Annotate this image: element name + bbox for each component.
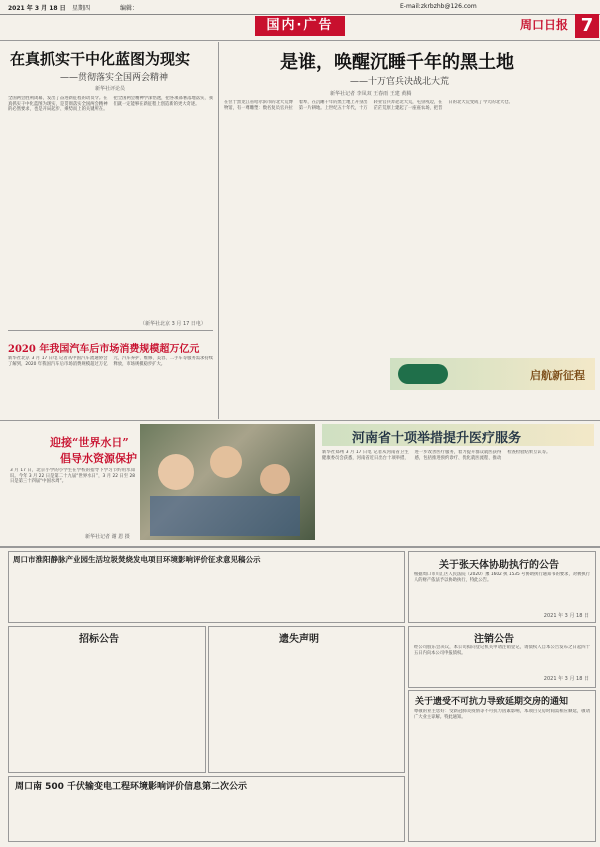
article4-title: 迎接“世界水日” <box>50 436 129 449</box>
uniforms-shape <box>150 496 300 536</box>
editor-label: 编辑： <box>120 5 139 12</box>
notice-title: 关于张天体协助执行的公告 <box>439 560 559 571</box>
article1-footer: （新华社北京 3 月 17 日电） <box>140 321 206 327</box>
article2-body: 在位于黑龙江省哈尔滨市的北大荒博物馆，有一尊雕塑：数名复员官兵拉着犁，在沉睡千年的黑土地上开垦出第一片耕地。上世纪五十年代，十万转业官兵奔赴北大荒，屯垦戍边，在茫茫荒原上建起了一座座农场，把昔日的北大荒变成了今天的北大仓。 <box>224 100 513 111</box>
notice-env-impact-1 <box>8 551 405 623</box>
notice-date: 2021 年 3 月 18 日 <box>543 676 589 682</box>
top-info-bar <box>0 0 600 15</box>
notice-body <box>14 645 200 767</box>
notice-title: 关于遗受不可抗力导致延期交房的通知 <box>415 697 569 707</box>
notice-body: 根据周口市川汇区人民法院（2020）豫 1602 执 1535 号协助执行通知书的要求，对被执行人的财产依法予以协助执行，特此公告。 <box>414 572 590 583</box>
article5-title: 河南省十项举措提升医疗服务 <box>352 431 522 446</box>
notice-delivery-delay <box>408 690 596 842</box>
article4-credit: 新华社记者 谢 恩 摄 <box>85 534 130 540</box>
notice-body <box>214 645 399 767</box>
email-text: E-mail:zkrbzhb@126.com <box>400 3 477 10</box>
article1-title: 在真抓实干中化蓝图为现实 <box>10 50 191 68</box>
article3-title: 2020 年我国汽车后市场消费规模超万亿元 <box>8 344 200 355</box>
issue-date: 2021 年 3 月 18 日 <box>8 5 66 12</box>
child-face-icon <box>210 446 242 478</box>
notice-body <box>13 566 398 618</box>
notice-title: 周口南 500 千伏输变电工程环境影响评价信息第二次公示 <box>15 782 248 792</box>
section-title: 国内·广告 <box>255 16 345 36</box>
child-face-icon <box>260 464 290 494</box>
article1-body: 全国两会胜利闭幕，发出了奋进新征程的动员令。在真抓实干中化蓝图为现实，是贯彻落实全国两会精神的必然要求，也是开局起步、乘势而上的关键所在。把全国两会精神学深悟透，把各项部署落地落实，我们就一定能够在新征程上创造新的更大奇迹。 <box>8 96 213 113</box>
banner-emblem-icon <box>398 364 448 384</box>
article2-byline: 新华社记者 李凤双 王春雨 王建 黄腾 <box>330 91 412 97</box>
campaign-banner <box>390 358 595 390</box>
divider <box>8 330 213 331</box>
article2-subtitle: ——十万官兵决战北大荒 <box>350 77 450 87</box>
notice-title: 周口市淮阳静脉产业园生活垃圾焚烧发电项目环境影响评价征求意见稿公示 <box>13 555 261 564</box>
notice-date: 2021 年 3 月 18 日 <box>543 613 589 619</box>
notice-body: 经公司股东会决议，本公司拟向登记机关申请注销登记，请债权人自本公告发布之日起四十五日内向本公司申报债权。 <box>414 645 590 656</box>
article4-body: 3 月 17 日，北京小学的小学生在学校的指导下学习节约用水知识。今年 3 月 22 日是第二十九届“世界水日”，3 月 22 日至 28 日是第三十四届“中国水周”。 <box>10 468 135 485</box>
article5-body: 新华社郑州 3 月 17 日电 记者从河南省卫生健康委员会获悉，河南省近日出台十项举措，进一步改善医疗服务，着力提升群众就医获得感，包括推进预约诊疗、优化就医流程、推动检查检验结果互认等。 <box>322 450 551 461</box>
notice-cancellation <box>408 626 596 688</box>
article1-byline: 新华社评论员 <box>95 86 126 92</box>
article5-header <box>322 424 594 446</box>
notice-body <box>13 793 398 837</box>
divider <box>0 420 600 421</box>
article3-body: 新华社北京 3 月 17 日电 记者从中国汽车流通协会了解到，2020 年我国汽车后市场消费规模超过万亿元，汽车养护、维修、美容、二手车等服务需求持续释放，市场规模稳步扩大。 <box>8 356 213 367</box>
notice-env-impact-2 <box>8 776 405 842</box>
column-rule <box>218 42 219 419</box>
article1-subtitle: ——贯彻落实全国两会精神 <box>60 73 169 83</box>
notice-title: 遗失声明 <box>279 634 319 645</box>
issue-weekday: 星期四 <box>72 5 91 12</box>
notice-title: 招标公告 <box>79 634 119 645</box>
notice-lost <box>208 626 405 773</box>
notice-tender <box>8 626 206 773</box>
child-face-icon <box>158 454 194 490</box>
notice-body: 尊敬的业主您好：受新冠肺炎疫情等不可抗力因素影响，本项目交房时间需相应顺延，敬请广大业主谅解。特此通知。 <box>414 709 590 720</box>
paper-name: 周口日报 <box>520 18 569 32</box>
campaign-banner-text: 启航新征程 <box>530 369 585 382</box>
ad-divider <box>0 546 600 548</box>
masthead-rule <box>0 40 600 41</box>
notice-assist-execution <box>408 551 596 623</box>
notice-title: 注销公告 <box>474 634 514 645</box>
article4-subtitle: 倡导水资源保护 <box>60 452 137 465</box>
students-water-photo <box>140 424 315 540</box>
page-number: 7 <box>575 14 599 38</box>
article2-title: 是谁，唤醒沉睡千年的黑土地 <box>280 52 514 73</box>
